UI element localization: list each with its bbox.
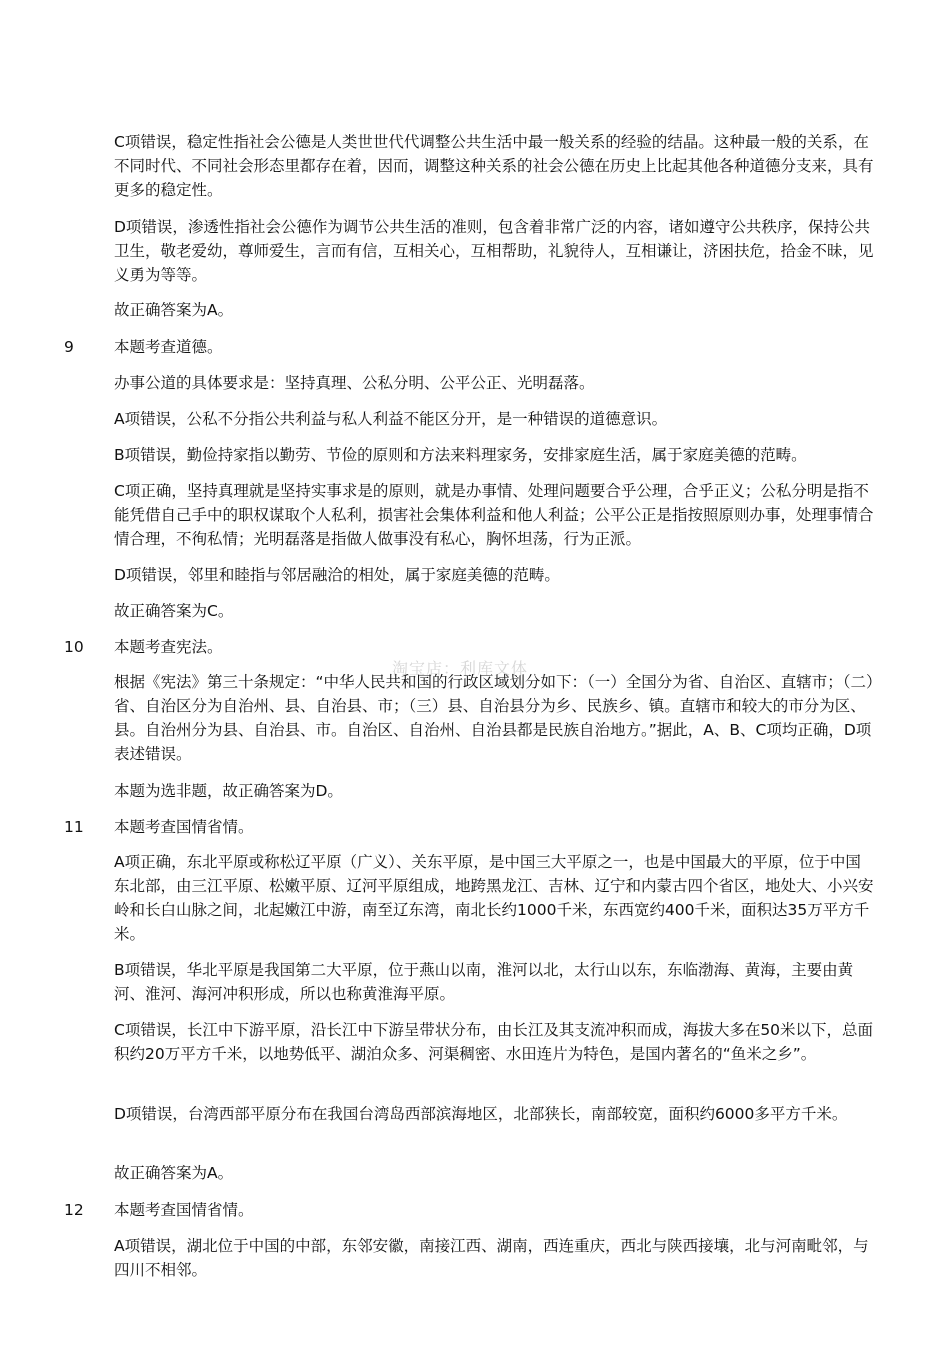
option-a-q9: A项错误，公私不分指公共利益与私人利益不能区分开，是一种错误的道德意识。 (114, 410, 668, 428)
watermark: 淘宝店：利库文体 (392, 659, 529, 678)
question-number-11: 11 (64, 818, 84, 836)
option-a-q12: A项错误，湖北位于中国的中部，东邻安徽，南接江西、湖南，西连重庆，西北与陕西接壤，北与河南毗邻，与四川不相邻。 (114, 1237, 869, 1279)
question-number-9: 9 (64, 338, 74, 356)
option-b-q9: B项错误，勤俭持家指以勤劳、节俭的原则和方法来料理家务，安排家庭生活，属于家庭美德的范畴。 (114, 446, 807, 464)
question-topic-11: 本题考查国情省情。 (114, 818, 254, 836)
answer-q8: 故正确答案为A。 (114, 301, 234, 319)
question-topic-12: 本题考查国情省情。 (114, 1201, 254, 1219)
option-b-q11: B项错误，华北平原是我国第二大平原，位于燕山以南，淮河以北，太行山以东，东临渤海、黄海，主要由黄河、淮河、海河冲积形成，所以也称黄淮海平原。 (114, 961, 854, 1003)
option-d-q11: D项错误，台湾西部平原分布在我国台湾岛西部滨海地区，北部狭长，南部较宽，面积约6000多平方千米。 (114, 1105, 848, 1123)
question-topic-10: 本题考查宪法。 (114, 638, 223, 656)
answer-q11: 故正确答案为A。 (114, 1164, 234, 1182)
question-topic-9: 本题考查道德。 (114, 338, 223, 356)
option-c-q11: C项错误，长江中下游平原，沿长江中下游呈带状分布，由长江及其支流冲积而成，海拔大多在50米以下，总面积约20万平方千米，以地势低平、湖泊众多、河渠稠密、水田连片为特色，是国内著名的“鱼米之乡”。 (114, 1021, 874, 1063)
question-number-12: 12 (64, 1201, 84, 1219)
option-a-q11: A项正确，东北平原或称松辽平原（广义）、关东平原，是中国三大平原之一，也是中国最大的平原，位于中国东北部，由三江平原、松嫩平原、辽河平原组成，地跨黑龙江、吉林、辽宁和内蒙古四个省区，地处大、小兴安岭和长白山脉之间，北起嫩江中游，南至辽东湾，南北长约1000千米，东西宽约400千米，面积达35万平方千米。 (114, 853, 874, 943)
answer-q9: 故正确答案为C。 (114, 602, 234, 620)
option-c-q8: C项错误，稳定性指社会公德是人类世世代代调整公共生活中最一般关系的经验的结晶。这种最一般的关系，在不同时代、不同社会形态里都存在着，因而，调整这种关系的社会公德在历史上比起其他各种道德分支来，具有更多的稳定性。 (114, 133, 874, 199)
answer-q10: 本题为选非题，故正确答案为D。 (114, 782, 343, 800)
option-d-q8: D项错误，渗透性指社会公德作为调节公共生活的准则，包含着非常广泛的内容，诸如遵守公共秩序，保持公共卫生，敬老爱幼，尊师爱生，言而有信，互相关心，互相帮助，礼貌待人，互相谦让，济困扶危，拾金不昧，见义勇为等等。 (114, 218, 874, 284)
intro-q10: 根据《宪法》第三十条规定：“中华人民共和国的行政区域划分如下：（一）全国分为省、自治区、直辖市；（二）省、自治区分为自治州、县、自治县、市；（三）县、自治县分为乡、民族乡、镇。直辖市和较大的市分为区、县。自治州分为县、自治县、市。自治区、自治州、自治县都是民族自治地方。”据此，A、B、C项均正确，D项表述错误。 (114, 673, 874, 763)
intro-q9: 办事公道的具体要求是：坚持真理、公私分明、公平公正、光明磊落。 (114, 374, 595, 392)
option-d-q9: D项错误，邻里和睦指与邻居融洽的相处，属于家庭美德的范畴。 (114, 566, 560, 584)
option-c-q9: C项正确，坚持真理就是坚持实事求是的原则，就是办事情、处理问题要合乎公理，合乎正义；公私分明是指不能凭借自己手中的职权谋取个人私利，损害社会集体利益和他人利益；公平公正是指按照原则办事，处理事情合情合理，不徇私情；光明磊落是指做人做事没有私心，胸怀坦荡，行为正派。 (114, 482, 874, 548)
question-number-10: 10 (64, 638, 84, 656)
